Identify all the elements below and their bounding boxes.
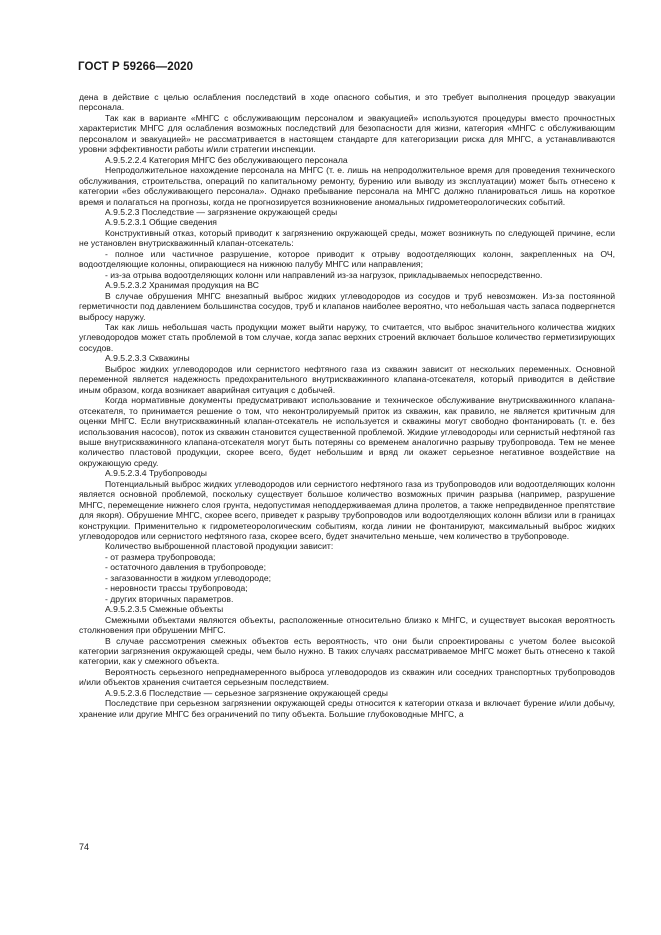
paragraph: Последствие при серьезном загрязнении окружающей среды относится к категории отказа и включает бурение и/или добычу, хранение или другие МНГС без ограничений по типу объекта. Большие глубоководные МНГС, а (79, 698, 615, 719)
paragraph: А.9.5.2.3.1 Общие сведения (105, 217, 217, 228)
paragraph: А.9.5.2.3.3 Скважины (105, 353, 190, 364)
standard-header: ГОСТ Р 59266—2020 (78, 61, 194, 73)
paragraph: В случае рассмотрения смежных объектов есть вероятность, что они были спроектированы с учетом более высокой категории загрязнения окружающей среды, чем было нужно. В таких случаях рассматриваемое МНГС может быть отнесено к такой категории, как у смежного объекта. (79, 635, 615, 667)
paragraph: - неровности трассы трубопровода; (105, 583, 248, 594)
paragraph: Вероятность серьезного непреднамеренного выброса углеводородов из скважин или соседних транспортных трубопроводов и/или объектов хранения считается серьезным последствием. (79, 666, 615, 688)
paragraph: - других вторичных параметров. (105, 593, 234, 604)
paragraph: А.9.5.2.3.5 Смежные объекты (105, 604, 224, 615)
paragraph: В случае обрушения МНГС внезапный выброс жидких углеводородов из сосудов и труб невозможен. Из-за постоянной герметичности под давлением большинства сосудов, труб и клапанов наиболее вероятно, что небольшая часть запаса подвергнется выбросу наружу. (79, 290, 615, 322)
paragraph: Количество выброшенной пластовой продукции зависит: (105, 541, 334, 552)
paragraph: Выброс жидких углеводородов или сернистого нефтяного газа из скважин зависит от нескольких переменных. Основной переменной является надежность предохранительного внутрискважинного клапана-отсекателя, который приводится в действие иным образом, когда возникает аварийная ситуация с добычей. (79, 363, 615, 395)
paragraph: Когда нормативные документы предусматривают использование и техническое обслуживание внутрискважинного клапана-отсекателя, то принимается решение о том, что неконтролируемый приток из скважин, как правило, не является критичным для оценки МНГС. Если внутрискважинный клапан-отсекатель не используется и скважины могут свободно фонтанировать (т. е. без использования насосов), поток из скважин становится существенной проблемой. Жидкие углеводороды или сернистый нефтяной газ выше внутрискважинного клапана-отсекателя могут быть потеряны со временем аналогично разрыву трубопровода. Тем не менее количество пластовой продукции, скорее всего, будет небольшим и вряд ли окажет серьезное негативное воздействие на окружающую среду. (79, 395, 615, 468)
paragraph: - от размера трубопровода; (105, 551, 216, 562)
paragraph: Непродолжительное нахождение персонала на МНГС (т. е. лишь на непродолжительное время для проведения технического обслуживания, строительства, операций по капитальному ремонту, бурению или выводу из эксплуатации) может быть отнесено к категории «без обслуживающего персонала». Однако пребывание персонала на МНГС должно планироваться лишь на короткое время и полагаться на прогнозы, когда не прогнозируется возникновение аномальных гидрометеорологических событий. (79, 165, 615, 207)
paragraph: А.9.5.2.2.4 Категория МНГС без обслуживающего персонала (105, 154, 348, 165)
paragraph: Конструктивный отказ, который приводит к загрязнению окружающей среды, может возникнуть по следующей причине, если не установлен внутрискважинный клапан-отсекатель: (79, 227, 615, 249)
paragraph: - из-за отрыва водоотделяющих колонн или направлений из-за нагрузок, прикладываемых непосредственно. (105, 269, 543, 280)
document-body (79, 92, 615, 719)
paragraph: дена в действие с целью ослабления последствий в ходе опасного события, и это требует выполнения процедур эвакуации персонала. (79, 92, 615, 113)
paragraph: А.9.5.2.3.4 Трубопроводы (105, 468, 207, 479)
paragraph: Так как лишь небольшая часть продукции может выйти наружу, то считается, что выброс значительного количества жидких углеводородов может стать проблемой в том случае, когда запас верхних строений включает большое количество герметизирующих сосудов. (79, 321, 615, 353)
paragraph: А.9.5.2.3.2 Хранимая продукция на ВС (105, 280, 259, 291)
paragraph: - остаточного давления в трубопроводе; (105, 562, 266, 573)
paragraph: Смежными объектами являются объекты, расположенные относительно близко к МНГС, и существует высокая вероятность столкновения при обрушении МНГС. (79, 614, 615, 636)
paragraph: А.9.5.2.3 Последствие — загрязнение окружающей среды (105, 206, 338, 217)
page-number: 74 (79, 842, 90, 852)
paragraph: Так как в варианте «МНГС с обслуживающим персоналом и эвакуацией» используются процедуры вместо прочностных характеристик МНГС для ослабления возможных последствий для безопасности для жизни, категория «МНГС с обслуживающим персоналом и эвакуацией» не рассматривается в настоящем стандарте для категоризации риска для МНГС, а устанавливаются уровни эффективности работы и/или стратегии инспекции. (79, 112, 615, 155)
paragraph: - загазованности в жидком углеводороде; (105, 572, 272, 583)
paragraph: - полное или частичное разрушение, которое приводит к отрыву водоотделяющих колонн, закрепленных на ОЧ, водоотделяющие колонны, опирающиеся на нижнюю палубу МНГС или направления; (79, 248, 615, 270)
paragraph: Потенциальный выброс жидких углеводородов или сернистого нефтяного газа из трубопроводов или водоотделяющих колонн является основной проблемой, поскольку существует большое количество возможных причин разрыва (например, разрушение МНГС, перемещение нижнего слоя грунта, недопустимая неподдерживаемая длина пролетов, а также непредвиденное препятствие для якоря). Обрушение МНГС, скорее всего, приведет к разрыву трубопроводов или водоотделяющих колонн вблизи или в границах конструкции. Применительно к гидрометеорологическим событиям, когда линии не фонтанируют, максимальный выброс жидких углеводородов или сернистого нефтяного газа, скорее всего, будет значительно меньше, чем количество в трубопроводе. (79, 478, 615, 542)
paragraph: А.9.5.2.3.6 Последствие — серьезное загрязнение окружающей среды (105, 687, 388, 698)
